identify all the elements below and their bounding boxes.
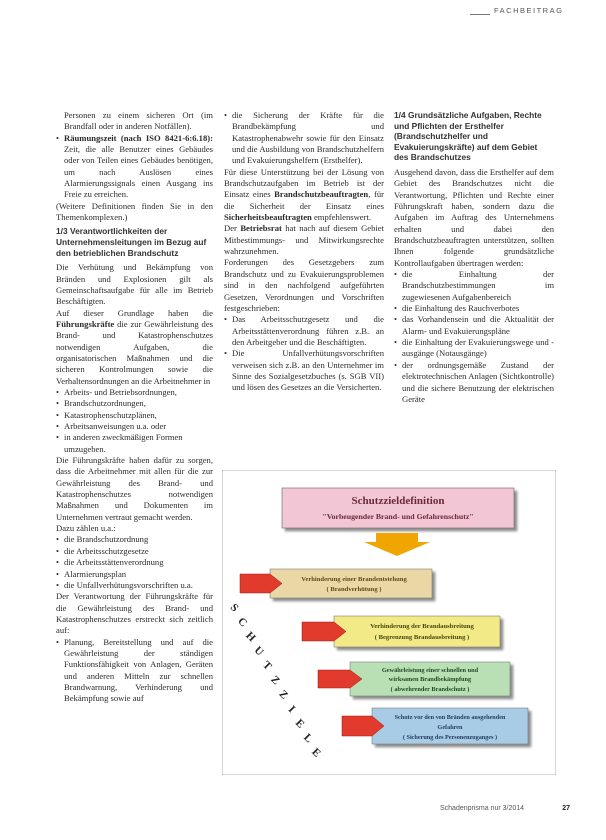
list-item: • Die Unfallverhütungsvorschriften verweisen sich z.B. an den Unternehmer im Sinne des Sozialgesetzbuches (s. SGB VII) und lösen des Gesetzes an die Versicherten. xyxy=(224,348,384,393)
page-footer xyxy=(440,805,570,817)
text-run: Der xyxy=(224,223,241,234)
text-run: hat nach auf diesem Gebiet Mitbestimmungs- und Mitwirkungsrechte wahrzunehmen. xyxy=(224,223,385,257)
side-label-letter: T xyxy=(260,659,274,673)
bullet-list xyxy=(224,110,384,167)
list-item: • Alarmierungsplan xyxy=(56,569,213,580)
text-run: Für diese Unterstützung bei der Lösung von Brandschutzaufgaben im Betrieb ist der Einsatz eines xyxy=(224,166,384,200)
list-item: • die Arbeitsstättenverordnung xyxy=(56,557,213,568)
paragraph: (Weitere Definitionen finden Sie in den Themenkomplexen.) xyxy=(56,200,213,223)
paragraph: Ausgehend davon, dass die Ersthelfer auf dem Gebiet des Brandschutzes nicht die Verantwortung, Pflichten und Rechte einer Führungskraft haben, sondern dazu die Aufgaben im Auftrag des Unternehmens erhalten und dabei den Brandschutzbeauftragten unterstützen, sollten Ihnen folgende grundsätzliche Kontrollaufgaben übertragen werden: xyxy=(394,166,554,268)
goal-box-4-line1: Schutz vor den von Bränden ausgehenden xyxy=(394,714,506,721)
page-header xyxy=(470,6,600,18)
list-item: • das Vorhandensein und die Aktualität der Alarm- und Evakuierungspläne xyxy=(394,314,554,337)
bold-term: Betriebsrat xyxy=(240,223,282,234)
bold-term: Brandschutzbeauftragten xyxy=(274,189,369,200)
text-run: Auf dieser Grundlage haben die xyxy=(56,307,213,318)
list-item: • Arbeits- und Betriebsordnungen, xyxy=(56,387,213,398)
side-label-letter: U xyxy=(251,644,266,659)
goal-box-1-line1: Verhinderung einer Brandentstehung xyxy=(301,576,407,583)
goal-box-1-line2: ( Brandverhütung ) xyxy=(326,586,382,593)
paragraph: umzugeben. xyxy=(64,443,106,454)
paragraph: Der Verantwortung der Führungskräfte für die Gewährleistung des Brand- und Katastrophenschutzes erstreckt sich zeitlich auf: xyxy=(56,591,213,636)
bold-term: Sicherheitsbeauftragten xyxy=(224,212,312,223)
magazine-name: Schadenprisma nur 3/2014 xyxy=(440,805,525,812)
schutzziele-diagram xyxy=(222,470,556,775)
goal-box-2-line2: ( Begrenzung Brandausbreitung ) xyxy=(374,634,470,641)
column-3 xyxy=(394,110,554,405)
list-item: • Katastrophenschutzplänen, xyxy=(56,410,213,421)
bullet-list xyxy=(56,133,213,201)
bullet-list xyxy=(56,387,213,444)
column-1 xyxy=(56,110,213,705)
bold-term: Führungskräfte xyxy=(56,318,115,329)
bullet-list xyxy=(56,637,213,705)
list-item: • Das Arbeitsschutzgesetz und die Arbeitsstättenverordnung führen z.B. an den Arbeitgeber und die Beschäftigten. xyxy=(224,314,384,348)
side-label-letter: C xyxy=(235,615,250,630)
goal-box-1 xyxy=(270,569,432,598)
text-run: , für die Sicherheit der Einsatz eines xyxy=(224,189,384,211)
section-label: FACHBEITRAG xyxy=(494,6,564,15)
goal-box-3-line3: ( abwehrender Brandschutz ) xyxy=(390,686,470,693)
bullet-list xyxy=(394,269,554,405)
top-title: Schutzzieldefinition xyxy=(351,495,445,507)
side-label-letter: Z xyxy=(268,673,282,688)
top-subtitle: "Vorbeugender Brand- und Gefahrenschutz" xyxy=(322,512,474,521)
section-heading: 1/3 Verantwortlichkeiten der Unternehmensleitungen im Bezug auf den betrieblichen Brandschutz xyxy=(56,226,207,258)
list-item: • die Einhaltung der Evakuierungswege und -ausgänge (Notausgänge) xyxy=(394,337,554,360)
paragraph: Die Verhütung und Bekämpfung von Bränden und Explosionen gilt als Gemeinschaftsaufgabe für alle im Betrieb Beschäftigten. xyxy=(56,262,213,307)
bullet-list xyxy=(56,534,213,591)
paragraph: Dazu zählen u.a.: xyxy=(56,523,116,534)
top-definition-box xyxy=(282,488,514,528)
list-item: • die Sicherung der Kräfte für die Brandbekämpfung und Katastrophenabwehr sowie für den Einsatz und die Ausbildung von Brandschutzhelfern und Evakuierungshelfern (Ersthelfer). xyxy=(224,110,384,167)
list-item: • Planung, Bereitstellung und auf die Gewährleistung der ständigen Funktionsfähigkeit von Anlagen, Geräten und anderen Mitteln zur schnellen Brandwarnung, Verhinderung und Bekämpfung sowie auf xyxy=(56,637,213,705)
term: Räumungszeit (nach ISO 8421-6:6.18): xyxy=(64,132,213,143)
goal-box-4-line2: Gefahren xyxy=(437,724,463,731)
side-label-letter: H xyxy=(243,629,258,645)
goal-box-3-line2: wirksamen Brandbekämpfung xyxy=(388,676,472,683)
definition: Zeit, die alle Benutzer eines Gebäudes oder von Teilen eines Gebäudes benötigen, um nach Auslösen eines Alarmierungssignals einen Ausgang ins Freie zu erreichen. xyxy=(64,144,213,200)
side-label-letter: S xyxy=(227,601,241,615)
list-item xyxy=(56,133,213,201)
paragraph: Die Führungskräfte haben dafür zu sorgen, dass die Arbeitnehmer mit allen für die zur Gewährleistung des Brand- und Katastrophenschutzes notwendigen Maßnahmen und Dokumenten im Unternehmen vertraut gemacht werden. xyxy=(56,455,213,522)
paragraph xyxy=(56,308,213,387)
list-item: • Arbeitsanweisungen u.a. oder xyxy=(56,421,213,432)
list-item: • in anderen zweckmäßigen Formen xyxy=(56,432,213,443)
text-run: die zur Gewährleistung des Brand- und Katastrophenschutzes notwendigen Aufgaben, die organisatorischen Maßnahmen und die sicheren Kontrolmungen sowie die Verhaltensordnungen an die Arbeitnehmer in xyxy=(56,318,213,386)
goal-box-4-line3: ( Sicherung des Personenzuganges ) xyxy=(402,734,498,741)
side-label-letter: Z xyxy=(276,688,291,702)
list-item: • die Einhaltung des Rauchverbotes xyxy=(394,303,554,314)
side-label-letter: I xyxy=(285,703,298,716)
goal-box-3-line1: Gewährleistung einer schnellen und xyxy=(381,667,479,674)
bullet-list xyxy=(224,314,384,393)
header-rule xyxy=(470,14,490,15)
list-item: • die Unfallverhütungsvorschriften u.a. xyxy=(56,580,213,591)
paragraph xyxy=(224,223,384,257)
list-item: • die Einhaltung der Brandschutzbestimmungen im zugewiesenen Aufgabenbereich xyxy=(394,269,554,303)
side-label-letter: E xyxy=(292,717,307,731)
paragraph: Forderungen des Gesetzgebers zum Brandschutz und zu Evakuierungsproblemen sind in den nachfolgend aufgeführten Gesetzen, Verordnungen und Vorschriften festgeschrieben: xyxy=(224,257,384,313)
list-item: • Brandschutzordnungen, xyxy=(56,398,213,409)
list-item: • der ordnungsgemäße Zustand der elektrotechnischen Anlagen (Sichtkontrolle) und die sichere Benutzung der elektrischen Geräte xyxy=(394,360,554,405)
paragraph xyxy=(224,167,384,224)
text-run: empfehlenswert. xyxy=(311,212,372,223)
list-item: • die Brandschutzordnung xyxy=(56,534,213,545)
side-label-letter: E xyxy=(309,746,323,760)
column-2 xyxy=(224,110,384,394)
section-heading: 1/4 Grundsätzliche Aufgaben, Rechte und Pflichten der Ersthelfer (Brandschutzhelfer und Evakuierungskräfte) auf dem Gebiet des Brandschutzes xyxy=(394,110,542,163)
goal-box-2 xyxy=(334,616,500,647)
side-label-letter: L xyxy=(301,731,315,746)
paragraph: Personen zu einem sicheren Ort (im Brandfall oder in anderen Notfällen). xyxy=(64,110,213,132)
page-number: 27 xyxy=(562,805,570,812)
goal-box-2-line1: Verhinderung der Brandausbreitung xyxy=(370,623,474,630)
list-item: • die Arbeitsschutzgesetze xyxy=(56,546,213,557)
